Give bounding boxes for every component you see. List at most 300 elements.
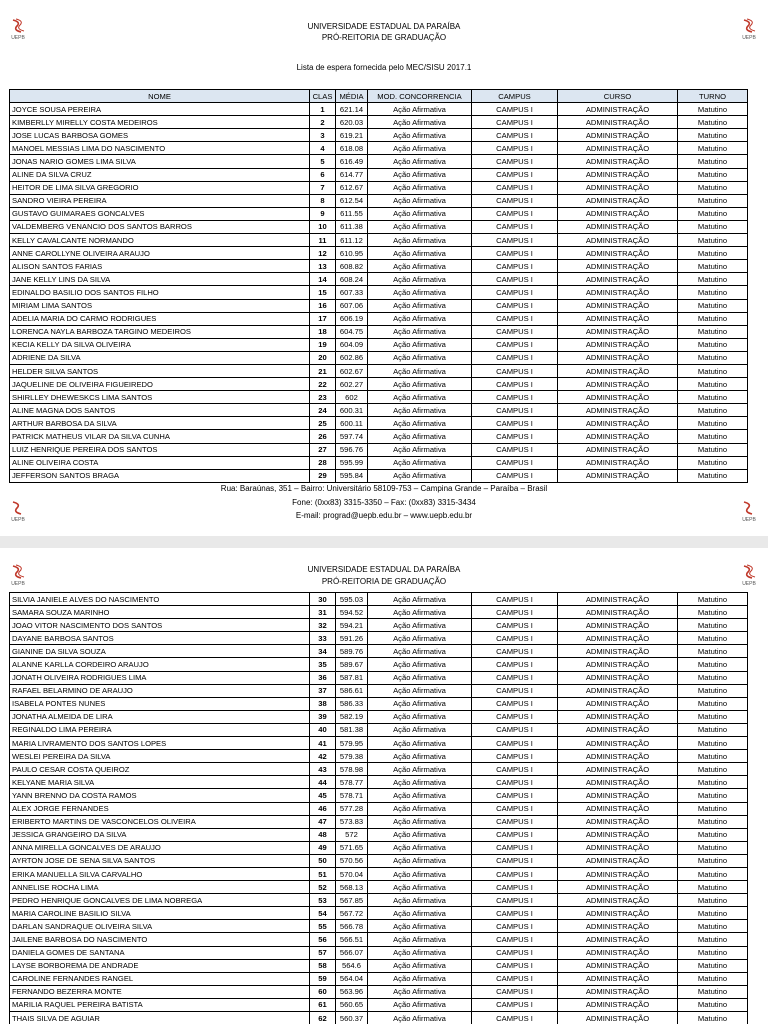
table-body bbox=[10, 593, 748, 1024]
campus: CAMPUS I bbox=[472, 802, 558, 815]
classification: 6 bbox=[310, 168, 336, 181]
classification: 46 bbox=[310, 802, 336, 815]
course: ADMINISTRAÇÃO bbox=[558, 142, 678, 155]
campus: CAMPUS I bbox=[472, 985, 558, 998]
classification: 5 bbox=[310, 155, 336, 168]
shift: Matutino bbox=[678, 985, 748, 998]
average-score: 619.21 bbox=[336, 129, 368, 142]
course: ADMINISTRAÇÃO bbox=[558, 194, 678, 207]
shift: Matutino bbox=[678, 168, 748, 181]
shift: Matutino bbox=[678, 737, 748, 750]
course: ADMINISTRAÇÃO bbox=[558, 789, 678, 802]
column-header: CURSO bbox=[558, 90, 678, 103]
shift: Matutino bbox=[678, 194, 748, 207]
classification: 4 bbox=[310, 142, 336, 155]
shift: Matutino bbox=[678, 155, 748, 168]
course: ADMINISTRAÇÃO bbox=[558, 312, 678, 325]
classification: 56 bbox=[310, 933, 336, 946]
competition-mode: Ação Afirmativa bbox=[368, 763, 472, 776]
competition-mode: Ação Afirmativa bbox=[368, 1012, 472, 1024]
classification: 10 bbox=[310, 220, 336, 233]
average-score: 600.11 bbox=[336, 417, 368, 430]
campus: CAMPUS I bbox=[472, 312, 558, 325]
average-score: 600.31 bbox=[336, 404, 368, 417]
table-row bbox=[10, 972, 748, 985]
candidate-name: YANN BRENNO DA COSTA RAMOS bbox=[10, 789, 310, 802]
table-row bbox=[10, 606, 748, 619]
classification: 7 bbox=[310, 181, 336, 194]
table-row bbox=[10, 364, 748, 377]
classification: 42 bbox=[310, 750, 336, 763]
shift: Matutino bbox=[678, 417, 748, 430]
candidate-name: ERIKA MANUELLA SILVA CARVALHO bbox=[10, 867, 310, 880]
campus: CAMPUS I bbox=[472, 946, 558, 959]
average-score: 572 bbox=[336, 828, 368, 841]
campus: CAMPUS I bbox=[472, 364, 558, 377]
campus: CAMPUS I bbox=[472, 998, 558, 1011]
shift: Matutino bbox=[678, 234, 748, 247]
candidate-name: REGINALDO LIMA PEREIRA bbox=[10, 723, 310, 736]
competition-mode: Ação Afirmativa bbox=[368, 593, 472, 606]
candidate-name: JONATH OLIVEIRA RODRIGUES LIMA bbox=[10, 671, 310, 684]
average-score: 607.33 bbox=[336, 286, 368, 299]
average-score: 614.77 bbox=[336, 168, 368, 181]
course: ADMINISTRAÇÃO bbox=[558, 430, 678, 443]
competition-mode: Ação Afirmativa bbox=[368, 430, 472, 443]
competition-mode: Ação Afirmativa bbox=[368, 364, 472, 377]
shift: Matutino bbox=[678, 593, 748, 606]
candidate-name: ANNELISE ROCHA LIMA bbox=[10, 881, 310, 894]
table-row bbox=[10, 234, 748, 247]
candidate-name: ALINE MAGNA DOS SANTOS bbox=[10, 404, 310, 417]
candidate-name: ALANNE KARLLA CORDEIRO ARAUJO bbox=[10, 658, 310, 671]
waiting-list-table-continued bbox=[9, 592, 748, 1024]
classification: 12 bbox=[310, 247, 336, 260]
campus: CAMPUS I bbox=[472, 671, 558, 684]
course: ADMINISTRAÇÃO bbox=[558, 1012, 678, 1024]
column-header: MOD. CONCORRENCIA bbox=[368, 90, 472, 103]
shift: Matutino bbox=[678, 671, 748, 684]
candidate-name: JAQUELINE DE OLIVEIRA FIGUEIREDO bbox=[10, 378, 310, 391]
average-score: 595.99 bbox=[336, 456, 368, 469]
competition-mode: Ação Afirmativa bbox=[368, 378, 472, 391]
table-row bbox=[10, 737, 748, 750]
candidate-name: ISABELA PONTES NUNES bbox=[10, 697, 310, 710]
course: ADMINISTRAÇÃO bbox=[558, 351, 678, 364]
classification: 31 bbox=[310, 606, 336, 619]
table-row bbox=[10, 351, 748, 364]
average-score: 602 bbox=[336, 391, 368, 404]
campus: CAMPUS I bbox=[472, 933, 558, 946]
classification: 11 bbox=[310, 234, 336, 247]
average-score: 577.28 bbox=[336, 802, 368, 815]
table-row bbox=[10, 658, 748, 671]
course: ADMINISTRAÇÃO bbox=[558, 881, 678, 894]
average-score: 570.56 bbox=[336, 854, 368, 867]
candidate-name: EDINALDO BASILIO DOS SANTOS FILHO bbox=[10, 286, 310, 299]
average-score: 604.75 bbox=[336, 325, 368, 338]
candidate-name: DAYANE BARBOSA SANTOS bbox=[10, 632, 310, 645]
course: ADMINISTRAÇÃO bbox=[558, 933, 678, 946]
average-score: 560.65 bbox=[336, 998, 368, 1011]
candidate-name: MARIA CAROLINE BASILIO SILVA bbox=[10, 907, 310, 920]
course: ADMINISTRAÇÃO bbox=[558, 658, 678, 671]
course: ADMINISTRAÇÃO bbox=[558, 417, 678, 430]
course: ADMINISTRAÇÃO bbox=[558, 776, 678, 789]
campus: CAMPUS I bbox=[472, 867, 558, 880]
course: ADMINISTRAÇÃO bbox=[558, 103, 678, 116]
candidate-name: VALDEMBERG VENANCIO DOS SANTOS BARROS bbox=[10, 220, 310, 233]
candidate-name: AYRTON JOSE DE SENA SILVA SANTOS bbox=[10, 854, 310, 867]
uepb-emblem-icon bbox=[9, 500, 27, 522]
average-score: 597.74 bbox=[336, 430, 368, 443]
campus: CAMPUS I bbox=[472, 351, 558, 364]
classification: 53 bbox=[310, 894, 336, 907]
classification: 3 bbox=[310, 129, 336, 142]
average-score: 612.67 bbox=[336, 181, 368, 194]
campus: CAMPUS I bbox=[472, 710, 558, 723]
competition-mode: Ação Afirmativa bbox=[368, 103, 472, 116]
competition-mode: Ação Afirmativa bbox=[368, 325, 472, 338]
campus: CAMPUS I bbox=[472, 194, 558, 207]
course: ADMINISTRAÇÃO bbox=[558, 299, 678, 312]
average-score: 612.54 bbox=[336, 194, 368, 207]
table-row bbox=[10, 815, 748, 828]
competition-mode: Ação Afirmativa bbox=[368, 998, 472, 1011]
course: ADMINISTRAÇÃO bbox=[558, 854, 678, 867]
shift: Matutino bbox=[678, 841, 748, 854]
average-score: 560.37 bbox=[336, 1012, 368, 1024]
table-row bbox=[10, 684, 748, 697]
average-score: 595.84 bbox=[336, 469, 368, 482]
candidate-name: LAYSE BORBOREMA DE ANDRADE bbox=[10, 959, 310, 972]
classification: 57 bbox=[310, 946, 336, 959]
average-score: 566.51 bbox=[336, 933, 368, 946]
table-row bbox=[10, 168, 748, 181]
campus: CAMPUS I bbox=[472, 593, 558, 606]
campus: CAMPUS I bbox=[472, 116, 558, 129]
table-body bbox=[10, 103, 748, 483]
competition-mode: Ação Afirmativa bbox=[368, 116, 472, 129]
course: ADMINISTRAÇÃO bbox=[558, 972, 678, 985]
average-score: 567.72 bbox=[336, 907, 368, 920]
average-score: 563.96 bbox=[336, 985, 368, 998]
course: ADMINISTRAÇÃO bbox=[558, 260, 678, 273]
shift: Matutino bbox=[678, 697, 748, 710]
average-score: 582.19 bbox=[336, 710, 368, 723]
candidate-name: SHIRLLEY DHEWESKCS LIMA SANTOS bbox=[10, 391, 310, 404]
campus: CAMPUS I bbox=[472, 645, 558, 658]
course: ADMINISTRAÇÃO bbox=[558, 286, 678, 299]
candidate-name: HEITOR DE LIMA SILVA GREGORIO bbox=[10, 181, 310, 194]
classification: 37 bbox=[310, 684, 336, 697]
campus: CAMPUS I bbox=[472, 168, 558, 181]
average-score: 620.03 bbox=[336, 116, 368, 129]
candidate-name: DANIELA GOMES DE SANTANA bbox=[10, 946, 310, 959]
average-score: 616.49 bbox=[336, 155, 368, 168]
classification: 52 bbox=[310, 881, 336, 894]
shift: Matutino bbox=[678, 946, 748, 959]
footer-email: E-mail: prograd@uepb.edu.br – www.uepb.edu.br bbox=[295, 511, 473, 520]
classification: 62 bbox=[310, 1012, 336, 1024]
average-score: 571.65 bbox=[336, 841, 368, 854]
shift: Matutino bbox=[678, 142, 748, 155]
classification: 27 bbox=[310, 443, 336, 456]
average-score: 564.04 bbox=[336, 972, 368, 985]
table-row bbox=[10, 181, 748, 194]
campus: CAMPUS I bbox=[472, 723, 558, 736]
classification: 19 bbox=[310, 338, 336, 351]
column-header: NOME bbox=[10, 90, 310, 103]
svg-text:UEPB: UEPB bbox=[742, 35, 756, 40]
course: ADMINISTRAÇÃO bbox=[558, 404, 678, 417]
table-row bbox=[10, 593, 748, 606]
classification: 2 bbox=[310, 116, 336, 129]
shift: Matutino bbox=[678, 378, 748, 391]
average-score: 618.08 bbox=[336, 142, 368, 155]
competition-mode: Ação Afirmativa bbox=[368, 220, 472, 233]
table-row bbox=[10, 907, 748, 920]
table-row bbox=[10, 946, 748, 959]
table-row bbox=[10, 802, 748, 815]
candidate-name: WESLEI PEREIRA DA SILVA bbox=[10, 750, 310, 763]
university-name: UNIVERSIDADE ESTADUAL DA PARAÍBA bbox=[307, 22, 461, 31]
average-score: 611.38 bbox=[336, 220, 368, 233]
table-row bbox=[10, 378, 748, 391]
candidate-name: FERNANDO BEZERRA MONTE bbox=[10, 985, 310, 998]
course: ADMINISTRAÇÃO bbox=[558, 234, 678, 247]
table-row bbox=[10, 894, 748, 907]
competition-mode: Ação Afirmativa bbox=[368, 776, 472, 789]
competition-mode: Ação Afirmativa bbox=[368, 737, 472, 750]
classification: 33 bbox=[310, 632, 336, 645]
candidate-name: PAULO CESAR COSTA QUEIROZ bbox=[10, 763, 310, 776]
shift: Matutino bbox=[678, 443, 748, 456]
campus: CAMPUS I bbox=[472, 959, 558, 972]
table-row bbox=[10, 881, 748, 894]
course: ADMINISTRAÇÃO bbox=[558, 273, 678, 286]
competition-mode: Ação Afirmativa bbox=[368, 723, 472, 736]
table-row bbox=[10, 723, 748, 736]
candidate-name: MARILIA RAQUEL PEREIRA BATISTA bbox=[10, 998, 310, 1011]
shift: Matutino bbox=[678, 619, 748, 632]
campus: CAMPUS I bbox=[472, 841, 558, 854]
classification: 43 bbox=[310, 763, 336, 776]
candidate-name: DARLAN SANDRAQUE OLIVEIRA SILVA bbox=[10, 920, 310, 933]
campus: CAMPUS I bbox=[472, 391, 558, 404]
campus: CAMPUS I bbox=[472, 658, 558, 671]
competition-mode: Ação Afirmativa bbox=[368, 985, 472, 998]
table-row bbox=[10, 763, 748, 776]
shift: Matutino bbox=[678, 763, 748, 776]
candidate-name: ERIBERTO MARTINS DE VASCONCELOS OLIVEIRA bbox=[10, 815, 310, 828]
classification: 60 bbox=[310, 985, 336, 998]
campus: CAMPUS I bbox=[472, 763, 558, 776]
competition-mode: Ação Afirmativa bbox=[368, 671, 472, 684]
classification: 45 bbox=[310, 789, 336, 802]
uepb-logo-footer-right bbox=[740, 500, 758, 522]
column-header: CLAS bbox=[310, 90, 336, 103]
competition-mode: Ação Afirmativa bbox=[368, 697, 472, 710]
competition-mode: Ação Afirmativa bbox=[368, 789, 472, 802]
campus: CAMPUS I bbox=[472, 632, 558, 645]
competition-mode: Ação Afirmativa bbox=[368, 273, 472, 286]
uepb-logo-footer-left bbox=[9, 500, 27, 522]
classification: 48 bbox=[310, 828, 336, 841]
average-score: 581.38 bbox=[336, 723, 368, 736]
candidate-name: JANE KELLY LINS DA SILVA bbox=[10, 273, 310, 286]
candidate-name: ALINE DA SILVA CRUZ bbox=[10, 168, 310, 181]
campus: CAMPUS I bbox=[472, 1012, 558, 1024]
competition-mode: Ação Afirmativa bbox=[368, 299, 472, 312]
classification: 28 bbox=[310, 456, 336, 469]
shift: Matutino bbox=[678, 469, 748, 482]
table-row bbox=[10, 933, 748, 946]
candidate-name: GUSTAVO GUIMARAES GONCALVES bbox=[10, 207, 310, 220]
table-row bbox=[10, 194, 748, 207]
course: ADMINISTRAÇÃO bbox=[558, 220, 678, 233]
shift: Matutino bbox=[678, 723, 748, 736]
average-score: 596.76 bbox=[336, 443, 368, 456]
average-score: 578.98 bbox=[336, 763, 368, 776]
candidate-name: SANDRO VIEIRA PEREIRA bbox=[10, 194, 310, 207]
course: ADMINISTRAÇÃO bbox=[558, 684, 678, 697]
average-score: 608.82 bbox=[336, 260, 368, 273]
table-row bbox=[10, 671, 748, 684]
classification: 61 bbox=[310, 998, 336, 1011]
average-score: 566.78 bbox=[336, 920, 368, 933]
svg-text:UEPB: UEPB bbox=[742, 581, 756, 586]
shift: Matutino bbox=[678, 920, 748, 933]
average-score: 611.55 bbox=[336, 207, 368, 220]
course: ADMINISTRAÇÃO bbox=[558, 802, 678, 815]
competition-mode: Ação Afirmativa bbox=[368, 351, 472, 364]
average-score: 606.19 bbox=[336, 312, 368, 325]
course: ADMINISTRAÇÃO bbox=[558, 815, 678, 828]
table-row bbox=[10, 417, 748, 430]
university-name: UNIVERSIDADE ESTADUAL DA PARAÍBA bbox=[307, 565, 461, 574]
classification: 1 bbox=[310, 103, 336, 116]
list-title: Lista de espera fornecida pelo MEC/SISU 2017.1 bbox=[296, 63, 472, 72]
course: ADMINISTRAÇÃO bbox=[558, 907, 678, 920]
campus: CAMPUS I bbox=[472, 619, 558, 632]
classification: 40 bbox=[310, 723, 336, 736]
classification: 22 bbox=[310, 378, 336, 391]
table-row bbox=[10, 338, 748, 351]
shift: Matutino bbox=[678, 802, 748, 815]
candidate-name: PEDRO HENRIQUE GONCALVES DE LIMA NOBREGA bbox=[10, 894, 310, 907]
competition-mode: Ação Afirmativa bbox=[368, 881, 472, 894]
table-row bbox=[10, 456, 748, 469]
candidate-name: MANOEL MESSIAS LIMA DO NASCIMENTO bbox=[10, 142, 310, 155]
competition-mode: Ação Afirmativa bbox=[368, 815, 472, 828]
table-row bbox=[10, 443, 748, 456]
shift: Matutino bbox=[678, 894, 748, 907]
candidate-name: ADRIENE DA SILVA bbox=[10, 351, 310, 364]
classification: 51 bbox=[310, 867, 336, 880]
campus: CAMPUS I bbox=[472, 789, 558, 802]
average-score: 573.83 bbox=[336, 815, 368, 828]
average-score: 595.03 bbox=[336, 593, 368, 606]
table-row bbox=[10, 103, 748, 116]
candidate-name: LORENCA NAYLA BARBOZA TARGINO MEDEIROS bbox=[10, 325, 310, 338]
candidate-name: JONATHA ALMEIDA DE LIRA bbox=[10, 710, 310, 723]
table-row bbox=[10, 142, 748, 155]
candidate-name: JESSICA GRANGEIRO DA SILVA bbox=[10, 828, 310, 841]
average-score: 589.67 bbox=[336, 658, 368, 671]
table-row bbox=[10, 286, 748, 299]
shift: Matutino bbox=[678, 1012, 748, 1024]
campus: CAMPUS I bbox=[472, 854, 558, 867]
campus: CAMPUS I bbox=[472, 404, 558, 417]
competition-mode: Ação Afirmativa bbox=[368, 841, 472, 854]
average-score: 586.33 bbox=[336, 697, 368, 710]
candidate-name: ARTHUR BARBOSA DA SILVA bbox=[10, 417, 310, 430]
competition-mode: Ação Afirmativa bbox=[368, 606, 472, 619]
competition-mode: Ação Afirmativa bbox=[368, 802, 472, 815]
svg-text:UEPB: UEPB bbox=[742, 517, 756, 522]
course: ADMINISTRAÇÃO bbox=[558, 763, 678, 776]
shift: Matutino bbox=[678, 325, 748, 338]
table-row bbox=[10, 325, 748, 338]
competition-mode: Ação Afirmativa bbox=[368, 867, 472, 880]
competition-mode: Ação Afirmativa bbox=[368, 260, 472, 273]
competition-mode: Ação Afirmativa bbox=[368, 286, 472, 299]
shift: Matutino bbox=[678, 750, 748, 763]
average-score: 608.24 bbox=[336, 273, 368, 286]
table-row bbox=[10, 710, 748, 723]
course: ADMINISTRAÇÃO bbox=[558, 364, 678, 377]
campus: CAMPUS I bbox=[472, 776, 558, 789]
course: ADMINISTRAÇÃO bbox=[558, 920, 678, 933]
competition-mode: Ação Afirmativa bbox=[368, 658, 472, 671]
average-score: 564.6 bbox=[336, 959, 368, 972]
campus: CAMPUS I bbox=[472, 247, 558, 260]
shift: Matutino bbox=[678, 645, 748, 658]
shift: Matutino bbox=[678, 456, 748, 469]
course: ADMINISTRAÇÃO bbox=[558, 998, 678, 1011]
shift: Matutino bbox=[678, 247, 748, 260]
average-score: 621.14 bbox=[336, 103, 368, 116]
shift: Matutino bbox=[678, 789, 748, 802]
campus: CAMPUS I bbox=[472, 325, 558, 338]
column-header: CAMPUS bbox=[472, 90, 558, 103]
course: ADMINISTRAÇÃO bbox=[558, 619, 678, 632]
course: ADMINISTRAÇÃO bbox=[558, 168, 678, 181]
column-header: TURNO bbox=[678, 90, 748, 103]
candidate-name: JAILENE BARBOSA DO NASCIMENTO bbox=[10, 933, 310, 946]
classification: 50 bbox=[310, 854, 336, 867]
course: ADMINISTRAÇÃO bbox=[558, 737, 678, 750]
classification: 36 bbox=[310, 671, 336, 684]
course: ADMINISTRAÇÃO bbox=[558, 985, 678, 998]
classification: 21 bbox=[310, 364, 336, 377]
footer-phone: Fone: (0xx83) 3315-3350 – Fax: (0xx83) 3315-3434 bbox=[292, 498, 476, 507]
classification: 35 bbox=[310, 658, 336, 671]
competition-mode: Ação Afirmativa bbox=[368, 959, 472, 972]
campus: CAMPUS I bbox=[472, 443, 558, 456]
table-row bbox=[10, 776, 748, 789]
course: ADMINISTRAÇÃO bbox=[558, 697, 678, 710]
average-score: 602.27 bbox=[336, 378, 368, 391]
table-row bbox=[10, 828, 748, 841]
competition-mode: Ação Afirmativa bbox=[368, 207, 472, 220]
course: ADMINISTRAÇÃO bbox=[558, 867, 678, 880]
classification: 8 bbox=[310, 194, 336, 207]
candidate-name: HELDER SILVA SANTOS bbox=[10, 364, 310, 377]
competition-mode: Ação Afirmativa bbox=[368, 456, 472, 469]
table-row bbox=[10, 207, 748, 220]
